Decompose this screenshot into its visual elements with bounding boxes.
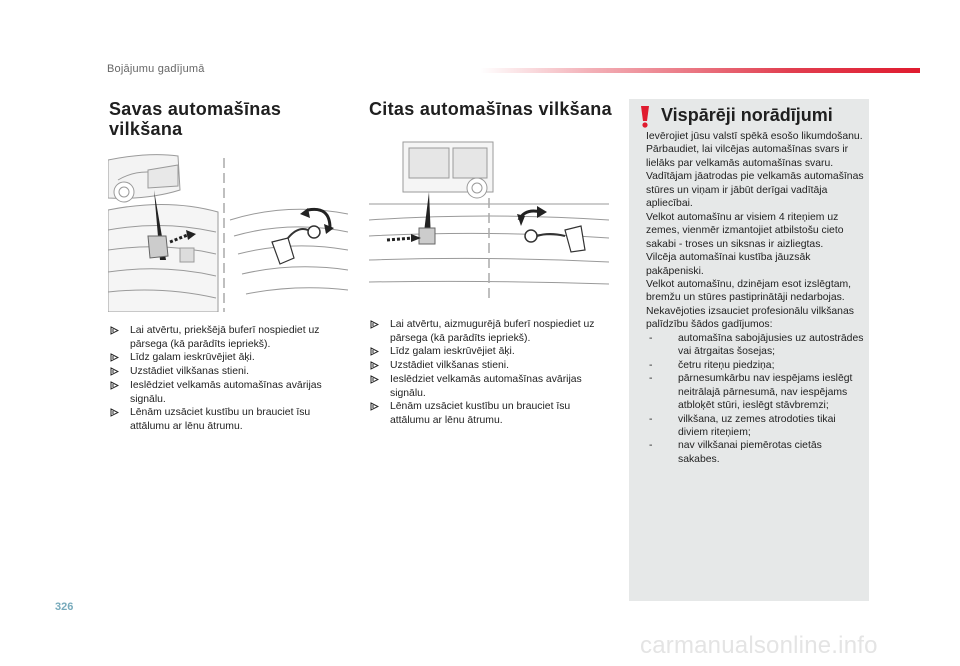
general-advice-title: Vispārēji norādījumi: [661, 105, 833, 125]
header-section-title: Bojājumu gadījumā: [107, 63, 205, 75]
list-item: Lai atvērtu, priekšējā buferī nospiediet uz pārsega (kā parādīts iepriekš).: [110, 324, 342, 351]
advice-paragraph: Nekavējoties izsauciet profesionālu vilkšanas palīdzību šādos gadījumos:: [646, 305, 854, 331]
advice-cases-list: [646, 332, 864, 467]
advice-paragraph: Velkot automašīnu, dzinējam esot izslēgtam, bremžu un stūres pastiprinātāji nedarbojas.: [646, 278, 852, 304]
bullet-arrow-icon: [370, 375, 379, 384]
general-advice-box: [629, 99, 869, 601]
watermark: carmanualsonline.info: [640, 632, 878, 659]
bullet-arrow-icon: [370, 320, 379, 329]
bullet-arrow-icon: [370, 361, 379, 370]
advice-paragraph: Vilcēja automašīnai kustība jāuzsāk pakāpeniski.: [646, 252, 811, 277]
bullet-arrow-icon: [370, 402, 379, 411]
list-item: - četru riteņu piedziņa;: [649, 359, 775, 371]
list-item: - nav vilkšanai piemērotas cietās sakabes.: [649, 440, 822, 465]
exclamation-mark-icon: [639, 106, 651, 128]
own-towing-title: Savas automašīnas vilkšana: [109, 99, 282, 139]
other-towing-title: Citas automašīnas vilkšana: [369, 99, 612, 119]
list-item: - vilkšana, uz zemes atrodoties tikai diviem riteņiem;: [649, 413, 836, 438]
bullet-arrow-icon: [110, 367, 119, 376]
list-item: Lai atvērtu, aizmugurējā buferī nospiediet uz pārsega (kā parādīts iepriekš).: [370, 318, 606, 345]
front-tow-hook-illustration: [108, 150, 348, 312]
list-item: Līdz galam ieskrūvējiet āķi.: [370, 345, 606, 359]
other-towing-steps: [370, 318, 606, 428]
list-item: Lēnām uzsāciet kustību un brauciet īsu attālumu ar lēnu ātrumu.: [110, 406, 342, 433]
general-advice-text: [646, 130, 864, 466]
header-accent-bar: [480, 68, 920, 73]
advice-paragraph: Velkot automašīnu ar visiem 4 riteņiem uz zemes, vienmēr izmantojiet atbilstošu cieto sakabi - troses un siksnas ir aizliegtas.: [646, 211, 844, 250]
list-item: Lēnām uzsāciet kustību un brauciet īsu attālumu ar lēnu ātrumu.: [370, 400, 606, 427]
bullet-arrow-icon: [110, 408, 119, 417]
list-item: Ieslēdziet velkamās automašīnas avārijas signālu.: [110, 379, 342, 406]
advice-paragraph: Vadītājam jāatrodas pie velkamās automašīnas stūres un viņam ir jābūt derīgai vadītāja apliecībai.: [646, 171, 864, 210]
list-item: Ieslēdziet velkamās automašīnas avārijas signālu.: [370, 373, 606, 400]
list-item: - automašīna sabojājusies uz autostrādes vai ātrgaitas šosejas;: [649, 332, 864, 358]
advice-paragraph: Ievērojiet jūsu valstī spēkā esošo likumdošanu.: [646, 131, 863, 142]
bullet-arrow-icon: [370, 347, 379, 356]
advice-paragraph: Pārbaudiet, lai vilcējas automašīnas svars ir lielāks par velkamās automašīnas svaru.: [646, 144, 849, 169]
list-item: - pārnesumkārbu nav iespējams ieslēgt neitrālajā pārnesumā, nav iespējams atbloķēt stūri, ieslēgt stāvbremzi;: [649, 373, 853, 412]
list-item: Līdz galam ieskrūvējiet āķi.: [110, 351, 342, 365]
list-item: Uzstādiet vilkšanas stieni.: [110, 365, 342, 379]
bullet-arrow-icon: [110, 353, 119, 362]
page-number: 326: [55, 601, 74, 613]
bullet-arrow-icon: [110, 381, 119, 390]
list-item: Uzstādiet vilkšanas stieni.: [370, 359, 606, 373]
own-towing-steps: [110, 324, 342, 434]
bullet-arrow-icon: [110, 326, 119, 335]
rear-tow-hook-illustration: [369, 140, 609, 300]
